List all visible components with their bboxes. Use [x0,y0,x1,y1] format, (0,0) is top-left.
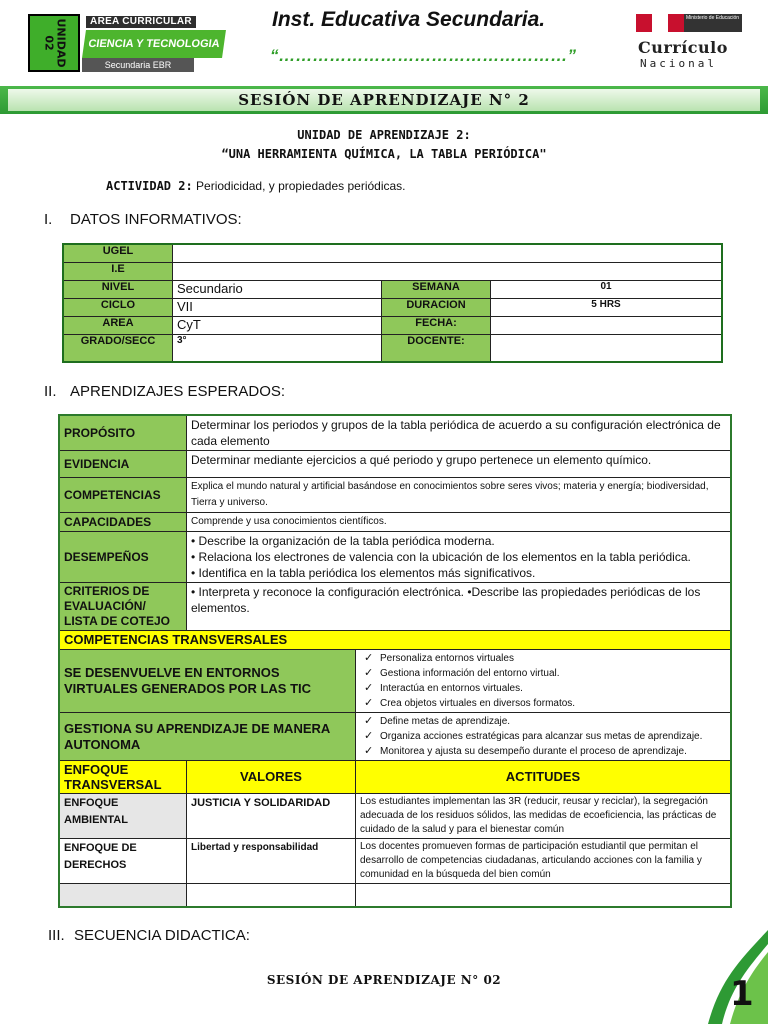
proposito-value: Determinar los periodos y grupos de la tabla periódica de acuerdo a su configuración electrónica de cada elemento [187,415,732,451]
table-row [59,513,731,532]
page-number: 1 [730,974,754,1014]
desempenos-value [187,532,732,583]
enfoque-derechos: ENFOQUE DE DERECHOS [59,839,187,884]
transversales-header: COMPETENCIAS TRANSVERSALES [59,631,731,650]
criterios-label: CRITERIOS DE EVALUACIÓN/ LISTA DE COTEJO [59,583,187,631]
ciclo-label: CICLO [63,299,173,317]
logo-curriculo: Currículo [638,38,728,57]
page-corner-decoration [700,930,768,1024]
area-label: AREA [63,317,173,335]
table-row [59,583,731,631]
grado-label: GRADO/SECC [63,335,173,363]
table-row [59,451,731,478]
list-item: ✓ Interactúa en entornos virtuales. [360,681,726,696]
table-row [59,884,731,908]
list-item: ✓ Crea objetos virtuales en diversos formatos. [360,696,726,711]
empty-cell [187,884,356,908]
semana-value: 01 [491,281,723,299]
nivel-label: NIVEL [63,281,173,299]
list-item: ✓ Define metas de aprendizaje. [360,714,726,729]
actitud-derechos: Los docentes promueven formas de participación estudiantil que permitan el desarrollo de competencias ciudadanas, articulando acciones con la familia y comunidad en la búsqueda del bien común [356,839,732,884]
nivel-value: Secundario [173,281,382,299]
evidencia-value: Determinar mediante ejercicios a qué periodo y grupo pertenece un elemento químico. [187,451,732,478]
table-row [59,478,731,513]
list-item: • Identifica en la tabla periódica los elementos más significativos. [191,566,536,580]
section-number: II. [44,383,57,400]
tic-items [356,650,732,713]
badge-course: CIENCIA Y TECNOLOGIA [82,30,226,58]
gestiona-competency: GESTIONA SU APRENDIZAJE DE MANERA AUTONOMA [59,713,356,761]
aprendizajes-table [58,414,732,908]
capacidades-label: CAPACIDADES [59,513,187,532]
table-row [59,761,731,794]
proposito-label: PROPÓSITO [59,415,187,451]
list-item: ✓ Organiza acciones estratégicas para alcanzar sus metas de aprendizaje. [360,729,726,744]
ministry-text: Ministerio de Educación [686,15,740,21]
duracion-value: 5 HRS [491,299,723,317]
section-secuencia-heading [48,927,250,944]
area-value: CyT [173,317,382,335]
table-row [63,317,722,335]
docente-value [491,335,723,363]
curriculo-nacional-logo [636,14,746,72]
table-row [59,650,731,713]
empty-cell [59,884,187,908]
peru-flag-white [652,14,668,32]
session-title: SESIÓN DE APRENDIZAJE N° 2 [238,91,530,109]
section-title: APRENDIZAJES ESPERADOS: [70,383,286,400]
logo-nacional: Nacional [640,57,717,70]
badge-level: Secundaria EBR [82,58,194,72]
unit-heading: UNIDAD DE APRENDIZAJE 2: [297,128,471,142]
list-item: ✓ Monitorea y ajusta su desempeño durante el proceso de aprendizaje. [360,744,726,759]
actitudes-header: ACTITUDES [356,761,732,794]
section-aprendizajes-heading [44,383,285,400]
ie-label: I.E [63,263,173,281]
criterios-value: • Interpreta y reconoce la configuración electrónica. •Describe las propiedades periódicas de los elementos. [187,583,732,631]
activity-text: Periodicidad, y propiedades periódicas. [196,179,406,193]
semana-label: SEMANA [382,281,491,299]
list-item: ✓ Gestiona información del entorno virtual. [360,666,726,681]
table-row [63,299,722,317]
ministry-label [684,14,742,32]
section-title: DATOS INFORMATIVOS: [70,211,242,228]
enfoque-ambiental: ENFOQUE AMBIENTAL [59,794,187,839]
table-row [63,335,722,363]
list-item: ✓ Personaliza entornos virtuales [360,651,726,666]
table-row [59,631,731,650]
fecha-value [491,317,723,335]
table-row [59,713,731,761]
valores-header: VALORES [187,761,356,794]
session-title-bar [0,86,768,114]
valor-justicia: JUSTICIA Y SOLIDARIDAD [187,794,356,839]
capacidades-value: Comprende y usa conocimientos científicos. [187,513,732,532]
table-row [63,244,722,263]
competencias-value: Explica el mundo natural y artificial basándose en conocimientos sobre seres vivos; materia y energía; biodiversidad, Tierra y universo. [187,478,732,513]
ugel-value [173,244,723,263]
badge-unidad-text: UNIDAD 02 [42,18,68,68]
tic-competency: SE DESENVUELVE EN ENTORNOS VIRTUALES GENERADOS POR LAS TIC [59,650,356,713]
institution-name: “……………………………………………” [270,46,576,65]
enfoque-header: ENFOQUE TRANSVERSAL [59,761,187,794]
section-number: III. [48,927,65,944]
activity-line [106,179,406,193]
empty-cell [356,884,732,908]
footer-title: SESIÓN DE APRENDIZAJE N° 02 [266,973,502,987]
evidencia-label: EVIDENCIA [59,451,187,478]
actitud-ambiental: Los estudiantes implementan las 3R (reducir, reusar y reciclar), la segregación adecuada de los residuos sólidos, las medidas de ecoeficiencia, las prácticas de cuidado de la salud y para el bienestar común [356,794,732,839]
ie-value [173,263,723,281]
unit-badge [28,14,224,72]
table-row [59,839,731,884]
table-row [63,281,722,299]
competencias-label: COMPETENCIAS [59,478,187,513]
activity-label: ACTIVIDAD 2: [106,179,193,193]
valor-libertad: Libertad y responsabilidad [187,839,356,884]
duracion-label: DURACION [382,299,491,317]
table-row [59,794,731,839]
badge-unidad [28,14,80,72]
datos-table [62,243,723,363]
ciclo-value: VII [173,299,382,317]
section-title: SECUENCIA DIDACTICA: [74,927,250,944]
ugel-label: UGEL [63,244,173,263]
unit-title: “UNA HERRAMIENTA QUÍMICA, LA TABLA PERIÓDICA" [221,147,547,161]
table-row [59,415,731,451]
list-item: • Relaciona los electrones de valencia con la ubicación de los elementos en la tabla periódica. [191,550,691,564]
table-row [63,263,722,281]
gestiona-items [356,713,732,761]
section-number: I. [44,211,53,228]
fecha-label: FECHA: [382,317,491,335]
section-datos-heading [44,211,242,228]
desempenos-label: DESEMPEÑOS [59,532,187,583]
institution-title: Inst. Educativa Secundaria. [272,8,546,31]
badge-area: AREA CURRICULAR [86,16,196,28]
docente-label: DOCENTE: [382,335,491,363]
list-item: • Describe la organización de la tabla periódica moderna. [191,534,495,548]
grado-value: 3° [173,335,382,363]
table-row [59,532,731,583]
